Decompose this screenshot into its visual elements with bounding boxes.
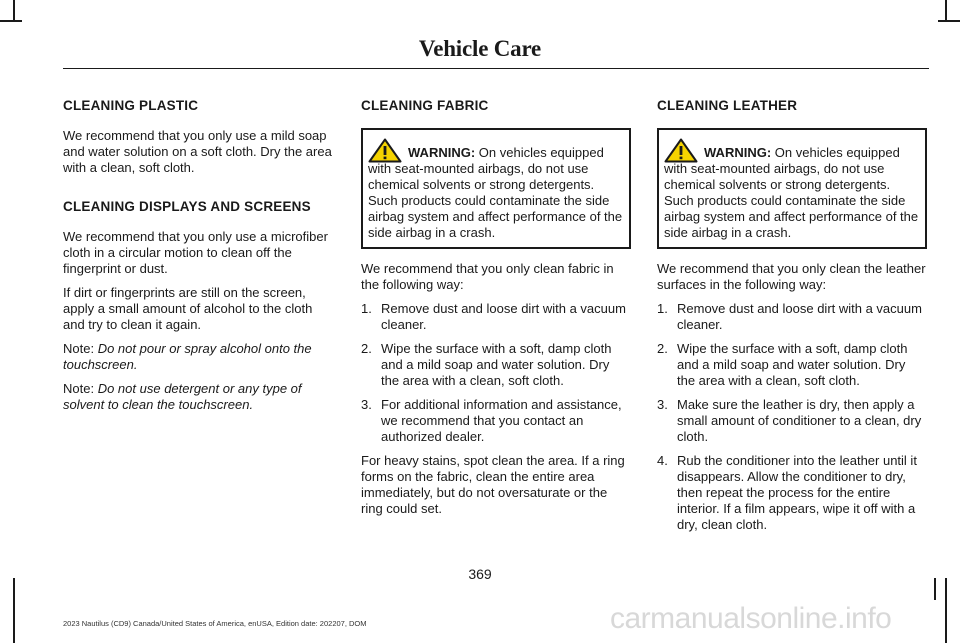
column-plastic-displays xyxy=(63,97,333,421)
column-fabric xyxy=(361,97,631,525)
displays-paragraph-2: If dirt or fingerprints are still on the screen, apply a small amount of alcohol to the cloth and try to clean it again. xyxy=(63,285,313,332)
step-number: 2. xyxy=(657,341,668,356)
list-item xyxy=(361,301,631,333)
leather-intro: We recommend that you only clean the leather surfaces in the following way: xyxy=(657,261,926,292)
warning-triangle-icon xyxy=(664,138,698,163)
crop-mark-top-left-h xyxy=(0,20,22,22)
step-text: Wipe the surface with a soft, damp cloth and a mild soap and water solution. Dry the area with a clean, soft cloth. xyxy=(381,341,612,388)
crop-mark-bottom-right-v xyxy=(945,578,947,643)
step-text: Remove dust and loose dirt with a vacuum cleaner. xyxy=(381,301,626,332)
warning-lead: On vehicles equipped xyxy=(774,145,900,160)
warning-first-line xyxy=(704,145,900,161)
warning-box xyxy=(657,128,927,249)
step-text: Rub the conditioner into the leather until it disappears. Allow the conditioner to dry, then repeat the process for the entire interior. If a film appears, wipe it off with a dry, clean cloth. xyxy=(677,453,917,532)
crop-mark-top-right-v xyxy=(945,0,947,22)
note-text: Do not use detergent or any type of solvent to clean the touchscreen. xyxy=(63,381,302,412)
warning-text: with seat-mounted airbags, do not use chemical solvents or strong detergents. Such products could contaminate the side airbag system and affect performance of the side airbag in a crash. xyxy=(664,161,919,240)
fabric-steps xyxy=(361,301,631,445)
page-title: Vehicle Care xyxy=(418,36,542,61)
column-leather xyxy=(657,97,927,541)
step-number: 4. xyxy=(657,453,668,468)
watermark: carmanualsonline.info xyxy=(610,602,892,635)
step-text: For additional information and assistance, we recommend that you contact an authorized dealer. xyxy=(381,397,622,444)
warning-box xyxy=(361,128,631,249)
fabric-outro: For heavy stains, spot clean the area. If a ring forms on the fabric, clean the entire area immediately, but do not oversaturate or the ring could set. xyxy=(361,453,625,516)
section-heading-plastic: CLEANING PLASTIC xyxy=(63,98,199,113)
list-item xyxy=(657,301,927,333)
section-heading-leather: CLEANING LEATHER xyxy=(657,98,798,113)
step-number: 3. xyxy=(361,397,372,412)
header-divider xyxy=(63,68,929,69)
plastic-paragraph: We recommend that you only use a mild soap and water solution on a soft cloth. Dry the area with a clean, soft cloth. xyxy=(63,128,332,175)
note-alcohol xyxy=(63,341,333,373)
list-item xyxy=(657,397,927,445)
warning-triangle-icon xyxy=(368,138,402,163)
step-number: 3. xyxy=(657,397,668,412)
warning-text: with seat-mounted airbags, do not use chemical solvents or strong detergents. Such products could contaminate the side airbag system and affect performance of the side airbag in a crash. xyxy=(368,161,623,240)
list-item xyxy=(361,341,631,389)
step-text: Remove dust and loose dirt with a vacuum cleaner. xyxy=(677,301,922,332)
crop-mark-top-right-h xyxy=(938,20,960,22)
step-number: 2. xyxy=(361,341,372,356)
displays-paragraph-1: We recommend that you only use a microfiber cloth in a circular motion to clean off the fingerprint or dust. xyxy=(63,229,328,276)
step-number: 1. xyxy=(657,301,668,316)
step-number: 1. xyxy=(361,301,372,316)
warning-label: WARNING: xyxy=(704,145,772,160)
warning-lead: On vehicles equipped xyxy=(478,145,604,160)
list-item xyxy=(657,453,927,533)
section-heading-displays: CLEANING DISPLAYS AND SCREENS xyxy=(63,199,311,214)
list-item xyxy=(361,397,631,445)
page-number: 369 xyxy=(468,566,492,582)
note-text: Do not pour or spray alcohol onto the touchscreen. xyxy=(63,341,312,372)
list-item xyxy=(657,341,927,389)
fabric-intro: We recommend that you only clean fabric in the following way: xyxy=(361,261,614,292)
footer-edition-info: 2023 Nautilus (CD9) Canada/United States of America, enUSA, Edition date: 202207, DOM xyxy=(63,619,367,628)
step-text: Wipe the surface with a soft, damp cloth and a mild soap and water solution. Dry the area with a clean, soft cloth. xyxy=(677,341,908,388)
note-label: Note: xyxy=(63,341,95,356)
warning-header xyxy=(664,136,920,161)
crop-mark-bottom-left-v xyxy=(13,578,15,643)
note-detergent xyxy=(63,381,333,413)
warning-label: WARNING: xyxy=(408,145,476,160)
warning-first-line xyxy=(408,145,604,161)
leather-steps xyxy=(657,301,927,533)
warning-header xyxy=(368,136,624,161)
section-heading-fabric: CLEANING FABRIC xyxy=(361,98,489,113)
note-label: Note: xyxy=(63,381,95,396)
crop-mark-top-left-v xyxy=(13,0,15,22)
step-text: Make sure the leather is dry, then apply a small amount of conditioner to a clean, dry cloth. xyxy=(677,397,922,444)
